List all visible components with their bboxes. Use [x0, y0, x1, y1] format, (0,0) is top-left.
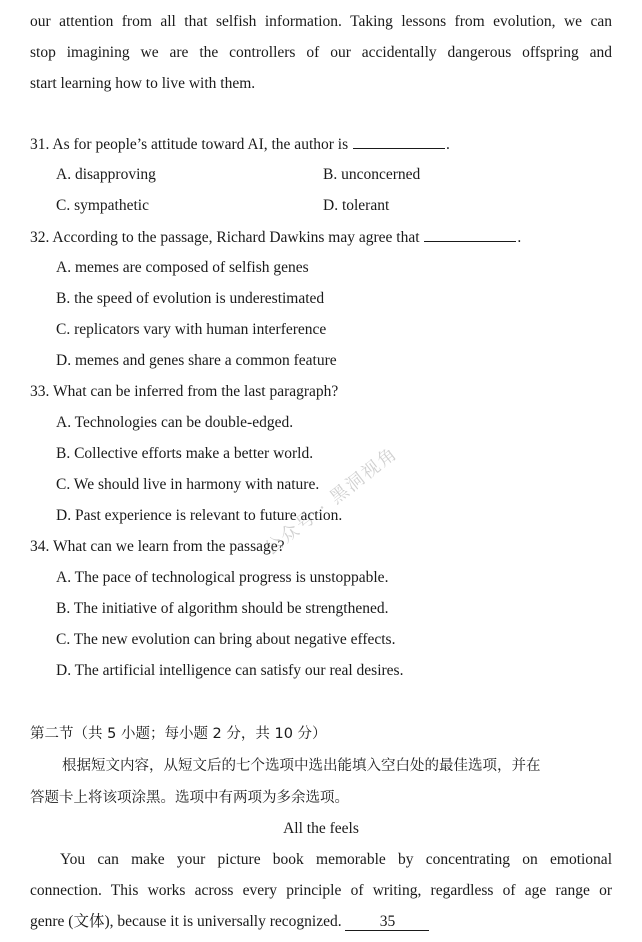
- question-33-option-b: B. Collective efforts make a better world.: [56, 445, 314, 462]
- section-2-body-line-1-text: You can make your picture book memorable by concentrating on emotional: [60, 851, 612, 868]
- question-32-option-b: B. the speed of evolution is underestimated: [56, 290, 325, 307]
- question-32-text: 32. According to the passage, Richard Dawkins may agree that: [30, 229, 420, 246]
- question-31-option-b: B. unconcerned: [323, 166, 421, 183]
- question-33-option-d: D. Past experience is relevant to future action.: [56, 507, 343, 524]
- question-34-option-a: A. The pace of technological progress is unstoppable.: [56, 569, 389, 586]
- watermark: 公众号 · 黑洞视角: [260, 442, 402, 560]
- answer-blank: [424, 227, 516, 242]
- passage-line-3: start learning how to live with them.: [30, 75, 256, 92]
- section-2-body-line-3-text: genre (文体), because it is universally recognized.: [30, 913, 342, 930]
- question-34-option-b: B. The initiative of algorithm should be strengthened.: [56, 600, 389, 617]
- question-31-stem-end: .: [446, 136, 450, 153]
- question-31-stem: [30, 134, 450, 155]
- question-34-option-c: C. The new evolution can bring about negative effects.: [56, 631, 396, 648]
- section-2-body-line-2: connection. This works across every principle of writing, regardless of age range or: [30, 882, 612, 899]
- answer-blank: [353, 134, 445, 149]
- question-31-option-c: C. sympathetic: [56, 197, 149, 214]
- blank-35: 35: [345, 914, 429, 931]
- passage-line-1: our attention from all that selfish information. Taking lessons from evolution, we can: [30, 13, 612, 30]
- question-34-stem: 34. What can we learn from the passage?: [30, 538, 285, 555]
- question-32-stem-end: .: [517, 229, 522, 246]
- question-32-option-c: C. replicators vary with human interference: [56, 321, 327, 338]
- question-32-stem: [30, 227, 521, 248]
- section-2-instructions-line-1: 根据短文内容，从短文后的七个选项中选出能填入空白处的最佳选项，并在: [62, 758, 541, 774]
- question-33-option-c: C. We should live in harmony with nature.: [56, 476, 320, 493]
- question-33-stem: 33. What can be inferred from the last paragraph?: [30, 383, 339, 400]
- question-32-option-a: A. memes are composed of selfish genes: [56, 259, 309, 276]
- question-31-option-a: A. disapproving: [56, 166, 156, 183]
- passage-line-2: stop imagining we are the controllers of our accidentally dangerous offspring and: [30, 44, 612, 61]
- section-2-body-line-3: [30, 912, 429, 932]
- question-31-text: 31. As for people’s attitude toward AI, the author is: [30, 136, 349, 153]
- question-31-option-d: D. tolerant: [323, 197, 390, 214]
- section-2-body-line-1: [30, 850, 612, 870]
- section-2-instructions-line-2: 答题卡上将该项涂黑。选项中有两项为多余选项。: [30, 790, 349, 806]
- question-34-option-d: D. The artificial intelligence can satisfy our real desires.: [56, 662, 404, 679]
- question-33-option-a: A. Technologies can be double-edged.: [56, 414, 294, 431]
- section-2-heading: 第二节（共 5 小题；每小题 2 分，共 10 分）: [30, 726, 327, 742]
- question-32-option-d: D. memes and genes share a common feature: [56, 352, 337, 369]
- passage-title: All the feels: [283, 820, 359, 837]
